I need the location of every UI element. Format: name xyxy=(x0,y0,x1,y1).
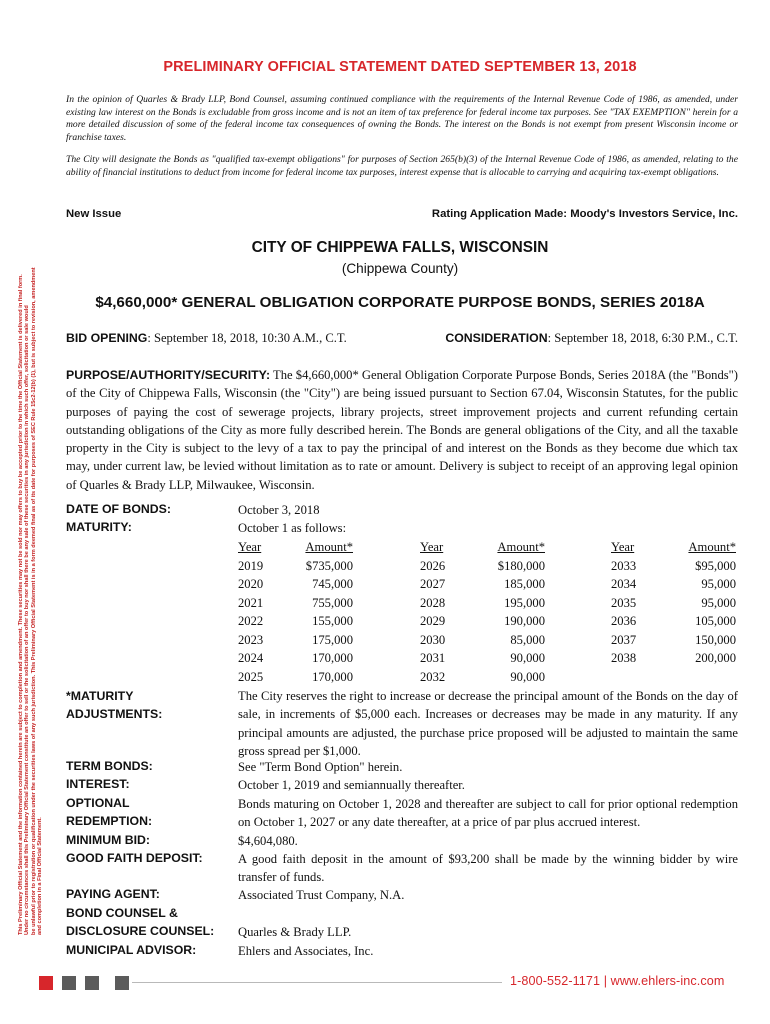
table-cell-amount: 170,000 xyxy=(312,651,353,665)
bid-opening-label: BID OPENING xyxy=(66,331,148,345)
table-cell-year: 2019 xyxy=(238,558,264,573)
footer-square xyxy=(115,976,129,990)
table-cell-amount: 90,000 xyxy=(510,669,545,684)
purpose-text: The $4,660,000* General Obligation Corporate Purpose Bonds, Series 2018A (the "Bonds") of the City of Chippewa Falls, Wisconsin (the "City") are being issued pursuant to Section 67.04, Wisconsin Statutes, for the public purposes of paying the cost of sewerage projects, library projects, street improvement projects and current refunding certain outstanding obligations of the City as more fully described herein. The Bonds are general obligations of the City, and all the taxable property in the City is subject to the levy of a tax to pay the principal of and interest on the Bonds as they become due which tax may, under current law, be levied without limitation as to rate or amount. Delivery is subject to receipt of an approving legal opinion of Quarles & Brady LLP, Milwaukee, Wisconsin. xyxy=(66,368,738,492)
table-cell-year: 2036 xyxy=(611,614,637,628)
side-disclaimer-line-1: This Preliminary Official Statement and the information contained herein are subject to completion and amendment. These securities may not be sold nor may offers to buy be accepted prior to the time the Official Statement is delivered in final form. xyxy=(18,274,24,935)
table-cell-year: 2023 xyxy=(238,632,264,647)
table-cell-amount: 155,000 xyxy=(312,614,353,628)
consideration xyxy=(445,331,738,346)
table-cell-year: 2032 xyxy=(420,669,446,684)
date-of-bonds-value: October 3, 2018 xyxy=(238,503,320,517)
table-cell-year: 2027 xyxy=(420,577,446,591)
table-cell-year: 2028 xyxy=(420,595,446,610)
table-cell-amount: 185,000 xyxy=(504,577,545,591)
page-title: PRELIMINARY OFFICIAL STATEMENT DATED SEPTEMBER 13, 2018 xyxy=(163,59,637,75)
table-cell-amount: 745,000 xyxy=(312,577,353,591)
bond-counsel-label-2: DISCLOSURE COUNSEL: xyxy=(66,924,215,938)
table-header-amount: Amount* xyxy=(305,540,353,554)
table-cell-amount: 190,000 xyxy=(504,614,545,628)
bid-row xyxy=(66,331,738,346)
bond-counsel-value: Quarles & Brady LLP. xyxy=(238,925,352,939)
table-cell-year: 2026 xyxy=(420,558,446,573)
table-cell-amount: 195,000 xyxy=(504,595,545,610)
optional-redemption-label-1: OPTIONAL xyxy=(66,796,130,810)
table-header-amount: Amount* xyxy=(688,540,736,554)
consideration-value: : September 18, 2018, 6:30 P.M., C.T. xyxy=(547,331,738,345)
table-cell-year: 2024 xyxy=(238,651,264,665)
maturity-label: MATURITY: xyxy=(66,520,132,534)
optional-redemption-value: Bonds maturing on October 1, 2028 and thereafter are subject to call for prior optional redemption on October 1, 2027 or any date thereafter, at a price of par plus accrued interest. xyxy=(238,797,738,830)
table-cell-amount: 95,000 xyxy=(701,595,736,610)
paying-agent-value: Associated Trust Company, N.A. xyxy=(238,888,405,902)
table-header-year: Year xyxy=(611,540,635,554)
table-cell-amount: $95,000 xyxy=(695,558,736,573)
rating-label: Rating Application Made: Moody's Investors Service, Inc. xyxy=(431,208,738,220)
table-header-year: Year xyxy=(420,540,444,554)
county-name: (Chippewa County) xyxy=(341,261,459,276)
table-cell-amount: 170,000 xyxy=(312,669,353,684)
interest-value: October 1, 2019 and semiannually thereafter. xyxy=(238,778,465,792)
municipal-advisor-label: MUNICIPAL ADVISOR: xyxy=(66,943,197,957)
term-bonds-value: See "Term Bond Option" herein. xyxy=(238,760,403,774)
table-cell-year: 2021 xyxy=(238,595,264,610)
minimum-bid-label: MINIMUM BID: xyxy=(66,833,151,847)
qualified-obligation-paragraph: The City will designate the Bonds as "qualified tax-exempt obligations" for purposes of Section 265(b)(3) of the Internal Revenue Code of 1986, as amended, relating to the ability of financial institutions to deduct from income for federal income tax purposes, interest expense that is allocable to carrying and acquiring tax-exempt obligations. xyxy=(66,154,738,178)
table-cell-year: 2031 xyxy=(420,651,446,665)
table-cell-amount: 150,000 xyxy=(695,632,736,647)
table-cell-amount: 175,000 xyxy=(312,632,353,647)
maturity-value: October 1 as follows: xyxy=(238,521,347,535)
table-header-amount: Amount* xyxy=(497,540,545,554)
table-cell-amount: 90,000 xyxy=(510,651,545,665)
table-cell-year: 2038 xyxy=(611,651,637,665)
issue-row xyxy=(66,208,738,220)
table-cell-amount: $735,000 xyxy=(305,558,353,573)
table-cell-year: 2022 xyxy=(238,614,264,628)
table-cell-year: 2030 xyxy=(420,632,446,647)
table-cell-amount: 105,000 xyxy=(695,614,736,628)
interest-label: INTEREST: xyxy=(66,777,130,791)
date-of-bonds-label: DATE OF BONDS: xyxy=(66,502,171,516)
table-cell-amount: $180,000 xyxy=(497,558,545,573)
optional-redemption-label-2: REDEMPTION: xyxy=(66,814,153,828)
footer-contact: 1-800-552-1171 | www.ehlers-inc.com xyxy=(510,974,725,988)
term-bonds-label: TERM BONDS: xyxy=(66,759,153,773)
bid-opening-value: : September 18, 2018, 10:30 A.M., C.T. xyxy=(147,331,347,345)
good-faith-deposit-label: GOOD FAITH DEPOSIT: xyxy=(66,851,203,865)
table-cell-year: 2034 xyxy=(611,577,637,591)
bond-title: $4,660,000* GENERAL OBLIGATION CORPORATE PURPOSE BONDS, SERIES 2018A xyxy=(95,294,705,311)
footer-square xyxy=(62,976,76,990)
table-cell-amount: 200,000 xyxy=(695,651,736,665)
footer-square xyxy=(85,976,99,990)
side-disclaimer-line-4: and completion in a Final Official Statement. xyxy=(37,817,44,935)
footer-divider xyxy=(132,982,502,983)
table-cell-year: 2037 xyxy=(611,632,637,647)
side-disclaimer-line-2: Under no circumstances shall this Preliminary Official Statement constitute an offer to sell or the solicitation of an offer to buy nor shall there be any sale of these securities in any jurisdiction in which such offer, solicitation or sale would xyxy=(24,305,31,935)
minimum-bid-value: $4,604,080. xyxy=(238,834,298,848)
municipal-advisor-value: Ehlers and Associates, Inc. xyxy=(238,944,374,958)
side-disclaimer xyxy=(18,55,56,935)
bid-opening xyxy=(66,331,347,346)
consideration-label: CONSIDERATION xyxy=(445,331,548,345)
footer-square xyxy=(39,976,53,990)
bond-counsel-label-1: BOND COUNSEL & xyxy=(66,906,178,920)
good-faith-deposit-value: A good faith deposit in the amount of $93,200 shall be made by the winning bidder by wire transfer of funds. xyxy=(238,852,738,885)
table-cell-year: 2033 xyxy=(611,558,637,573)
paying-agent-label: PAYING AGENT: xyxy=(66,887,160,901)
table-cell-amount: 755,000 xyxy=(312,595,353,610)
table-cell-year: 2035 xyxy=(611,595,637,610)
maturity-adjustments-label-2: ADJUSTMENTS: xyxy=(66,707,163,721)
table-cell-year: 2025 xyxy=(238,669,264,684)
maturity-adjustments-value: The City reserves the right to increase or decrease the principal amount of the Bonds on the day of sale, in increments of $5,000 each. Increases or decreases may be made in any maturity. If any principal amounts are adjusted, the purchase price proposed will be adjusted to maintain the same gross spread per $1,000. xyxy=(238,689,738,758)
new-issue-label: New Issue xyxy=(66,208,122,220)
table-header-year: Year xyxy=(238,540,262,554)
table-cell-amount: 95,000 xyxy=(701,577,736,591)
city-name: CITY OF CHIPPEWA FALLS, WISCONSIN xyxy=(251,239,549,256)
table-cell-amount: 85,000 xyxy=(510,632,545,647)
purpose-label: PURPOSE/AUTHORITY/SECURITY: xyxy=(66,368,271,382)
side-disclaimer-line-3: be unlawful prior to registration or qualification under the securities laws of any such jurisdiction. This Preliminary Official Statement is in a form deemed final as of its date for purposes of SEC Rule 15c2-12(b) (1), but is subject to revision, amendment xyxy=(30,267,37,935)
table-cell-year: 2029 xyxy=(420,614,446,628)
purpose-paragraph xyxy=(66,366,738,494)
table-cell-year: 2020 xyxy=(238,577,264,591)
tax-opinion-paragraph: In the opinion of Quarles & Brady LLP, Bond Counsel, assuming continued compliance with the requirements of the Internal Revenue Code of 1986, as amended, under existing law interest on the Bonds is excludable from gross income and is not an item of tax preference for federal income tax purposes. See "TAX EXEMPTION" herein for a more detailed discussion of some of the federal income tax consequences of owning the Bonds. The interest on the Bonds is not exempt from present Wisconsin income or franchise taxes. xyxy=(66,94,738,143)
maturity-adjustments-label-1: *MATURITY xyxy=(66,689,134,703)
